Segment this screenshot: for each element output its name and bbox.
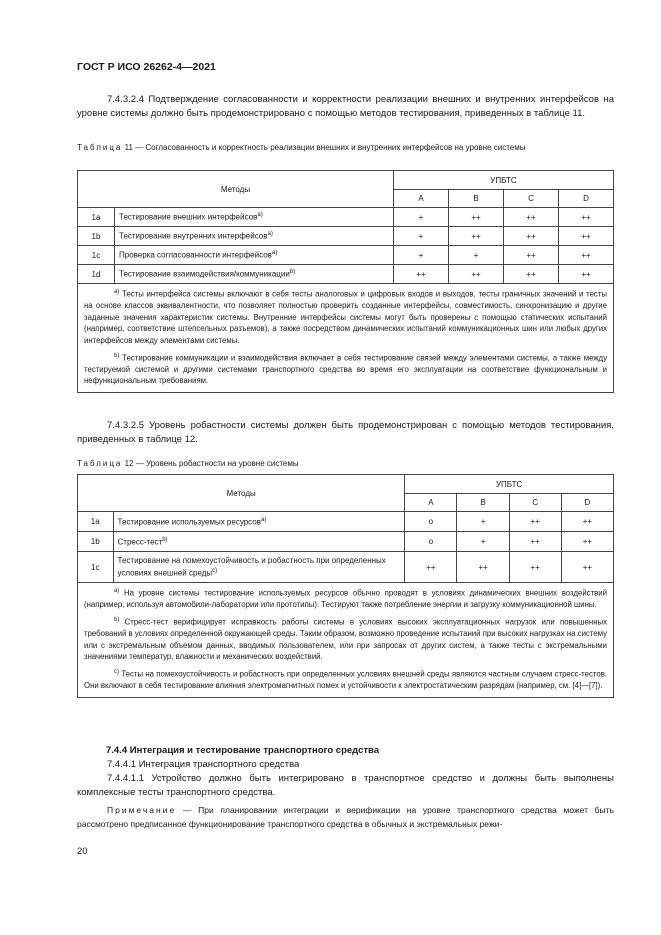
table-12-uptbs-header: УПБТС	[405, 475, 614, 494]
cell-a: ++	[405, 552, 457, 583]
cell-d: ++	[559, 265, 614, 284]
page-number: 20	[77, 846, 88, 857]
paragraph-7-4-3-2-4: 7.4.3.2.4 Подтверждение согласованности и корректности реализации внешних и внутренних интерфейсов на уровне системы должно быть продемонстрировано с помощью методов тестирования, приведенных в таблице 11.	[77, 94, 614, 119]
cell-c: ++	[504, 227, 559, 246]
cell-c: ++	[509, 552, 561, 583]
footnote: $^{a)}$ Тесты интерфейса системы включают в себя тесты аналоговых и цифровых входов и выходов, тесты граничных значений и тесты на основе классов эквивалентности, что позволяет полностью проверить созданные интерфейсы, совместимость, синхронизацию и другие заданные значения характеристик системы. Внутренние интерфейсы системы могут быть проверены с помощью статических испытаний (например, соответствие штепсельных разъемов), а также посредством динамических испытаний коммуникационных шин или любых других интерфейсов между элементами системы.	[84, 289, 607, 345]
table-row	[78, 208, 614, 227]
footnote: $^{a)}$ На уровне системы тестирование используемых ресурсов обычно проводят в условиях динамических внешних воздействий (например, используя автомобили-лаборатории или прототипы). Тестируют также потребление энергии и загрузку коммуникационной шины.	[84, 588, 608, 610]
cell-c: ++	[504, 246, 559, 265]
row-method: Стресс-тест$^{b)}$	[113, 532, 405, 552]
cell-b: ++	[449, 208, 504, 227]
table-12-caption-label: Таблица	[77, 459, 123, 468]
table-row	[78, 227, 614, 246]
table-11-methods-header: Методы	[78, 171, 394, 208]
table-row	[78, 265, 614, 284]
cell-c: ++	[509, 532, 561, 552]
note-label: Примечание	[107, 805, 177, 815]
table-11-level-c: C	[504, 190, 559, 208]
row-method: Тестирование на помехоустойчивость и робастность при определенных условиях внешней среды$^{c)}$	[113, 552, 405, 583]
paragraph-7-4-4-1-1: 7.4.4.1.1 Устройство должно быть интегрировано в транспортное средство и должны быть выполнены комплексные тесты транспортного средства.	[77, 773, 614, 798]
table-12	[77, 474, 614, 698]
cell-d: ++	[561, 532, 613, 552]
table-12-caption-text: 12 — Уровень робастности на уровне системы	[124, 459, 299, 468]
cell-b: ++	[449, 227, 504, 246]
cell-b: +	[457, 512, 509, 532]
cell-d: ++	[559, 246, 614, 265]
cell-d: ++	[561, 512, 613, 532]
cell-b: +	[449, 246, 504, 265]
cell-a: +	[394, 246, 449, 265]
row-id: 1c	[78, 246, 115, 265]
cell-b: +	[457, 532, 509, 552]
row-id: 1a	[78, 512, 114, 532]
table-11-footnotes	[78, 284, 614, 393]
row-method: Тестирование взаимодействия/коммуникации$^{b)}$	[115, 265, 394, 284]
table-11-caption	[77, 142, 614, 153]
table-row	[78, 552, 614, 583]
row-id: 1a	[78, 208, 115, 227]
table-11-level-a: A	[394, 190, 449, 208]
row-id: 1b	[78, 532, 114, 552]
note-text: — При планировании интеграции и верификации на уровне транспортного средства может быть рассмотрено предписанное функционирование транспортного средства в обычных и экстремальных режи-	[77, 805, 614, 829]
cell-c: ++	[504, 208, 559, 227]
table-11-level-d: D	[559, 190, 614, 208]
table-11	[77, 170, 614, 393]
note	[77, 803, 614, 831]
table-12-footnotes	[78, 583, 614, 698]
row-id: 1c	[78, 552, 114, 583]
row-method: Тестирование используемых ресурсов$^{a)}$	[113, 512, 405, 532]
cell-a: o	[405, 532, 457, 552]
cell-c: ++	[504, 265, 559, 284]
table-11-caption-text: 11 — Согласованность и корректность реализации внешних и внутренних интерфейсов на уровне системы	[124, 143, 526, 152]
cell-a: +	[394, 227, 449, 246]
cell-a: +	[394, 208, 449, 227]
cell-b: ++	[457, 552, 509, 583]
row-id: 1b	[78, 227, 115, 246]
table-12-caption	[77, 458, 614, 469]
row-id: 1d	[78, 265, 115, 284]
document-header: ГОСТ Р ИСО 26262-4—2021	[77, 61, 216, 73]
table-12-level-a: A	[405, 494, 457, 512]
footnote: $^{b)}$ Стресс-тест верифицирует исправность работы системы в условиях высоких эксплуатационных нагрузок или повышенных требований в условиях определенной окружающей среды. Таким образом, возможно проведение испытаний при высоких нагрузках на систему или с экстремальным объемом данных, вводимых пользователем, или при запросах от других систем, а также тесты с экстремальными значениями температур, влажности и механических воздействий.	[84, 616, 607, 662]
cell-d: ++	[559, 227, 614, 246]
row-method: Тестирование внутренних интерфейсов$^{a)}$	[115, 227, 394, 246]
cell-b: ++	[449, 265, 504, 284]
row-method: Тестирование внешних интерфейсов$^{a)}$	[115, 208, 394, 227]
table-11-level-b: B	[449, 190, 504, 208]
footnote: $^{b)}$ Тестирование коммуникации и взаимодействия включает в себя тестирование связей между элементами системы, а также между тестируемой системой и другими системами транспортного средства во время его эксплуатации на соответствие функциональным и нефункциональным требованиям.	[84, 352, 608, 386]
table-row	[78, 246, 614, 265]
table-12-level-c: C	[509, 494, 561, 512]
table-11-caption-label: Таблица	[77, 143, 123, 152]
table-12-methods-header: Методы	[78, 475, 405, 512]
table-row	[78, 532, 614, 552]
paragraph-7-4-4-1: 7.4.4.1 Интеграция транспортного средства	[107, 759, 300, 770]
section-heading-7-4-4: 7.4.4 Интеграция и тестирование транспортного средства	[106, 745, 380, 756]
table-12-level-b: B	[457, 494, 509, 512]
table-11-uptbs-header: УПБТС	[394, 171, 614, 190]
cell-d: ++	[559, 208, 614, 227]
cell-d: ++	[561, 552, 613, 583]
cell-a: o	[405, 512, 457, 532]
cell-a: ++	[394, 265, 449, 284]
footnote: $^{c)}$ Тесты на помехоустойчивость и робастность при определенных условиях внешней среды являются частным случаем стресс-тестов. Они включают в себя тестирование влияния электромагнитных помех и устойчивости к электростатическим разрядам (например, см. [4]—[7]).	[84, 668, 607, 690]
table-12-level-d: D	[561, 494, 613, 512]
table-row	[78, 512, 614, 532]
cell-c: ++	[509, 512, 561, 532]
row-method: Проверка согласованности интерфейсов$^{a)}$	[115, 246, 394, 265]
paragraph-7-4-3-2-5: 7.4.3.2.5 Уровень робастности системы должен быть продемонстрирован с помощью методов тестирования, приведенных в таблице 12.	[77, 420, 614, 445]
